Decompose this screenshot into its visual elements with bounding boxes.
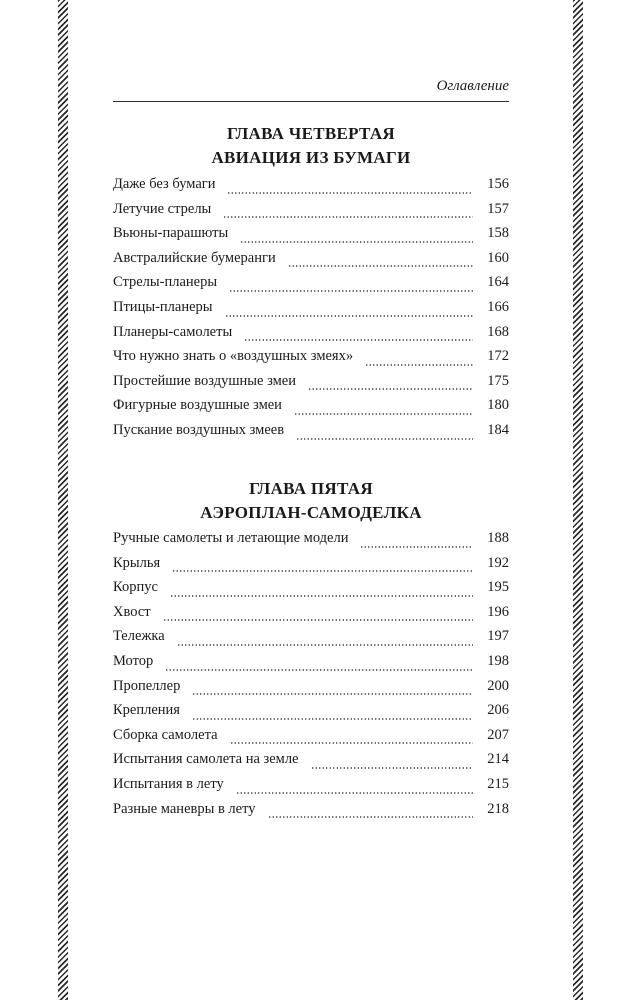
toc-entry-title: Планеры-самолеты (113, 323, 233, 340)
page-edge-right-decoration (573, 0, 583, 1000)
toc-entry-title: Пропеллер (113, 677, 181, 694)
toc-entry-title: Испытания самолета на земле (113, 751, 299, 768)
toc-entry-page: 207 (487, 726, 509, 743)
toc-entry-page: 158 (487, 225, 509, 242)
toc-entry-page: 156 (487, 176, 509, 192)
chapter-5-number: ГЛАВА ПЯТАЯ (249, 479, 373, 498)
toc-dot-leader (268, 815, 473, 819)
toc-entry-title: Тележка (113, 628, 165, 645)
toc-dot-leader (229, 289, 473, 293)
toc-entry[interactable] (113, 678, 509, 703)
toc-entry-title: Вьюны-парашюты (113, 225, 229, 242)
toc-entry-page: 172 (487, 348, 509, 365)
toc-entry[interactable] (113, 727, 509, 752)
toc-entry[interactable] (113, 555, 509, 580)
toc-entry-page: 218 (487, 800, 509, 817)
toc-entry-page: 168 (487, 323, 509, 340)
chapter-4-heading (113, 123, 509, 168)
page-edge-left-decoration (58, 0, 68, 1000)
toc-dot-leader (360, 545, 473, 549)
toc-entry-title: Ручные самолеты и летающие модели (113, 530, 349, 546)
toc-entry-title: Мотор (113, 652, 154, 669)
toc-dot-leader (225, 314, 473, 318)
toc-entry[interactable] (113, 201, 509, 226)
toc-entry[interactable] (113, 653, 509, 678)
running-head: Оглавление (436, 78, 509, 94)
toc-entry[interactable] (113, 751, 509, 776)
header-rule (113, 101, 509, 102)
toc-entry-page: 198 (487, 652, 509, 669)
toc-entry-title: Летучие стрелы (113, 200, 212, 217)
toc-entry-title: Даже без бумаги (113, 176, 216, 192)
toc-entry-title: Сборка самолета (113, 726, 218, 743)
toc-entry[interactable] (113, 422, 509, 447)
toc-entry[interactable] (113, 373, 509, 398)
chapter-4-title: АВИАЦИЯ ИЗ БУМАГИ (211, 148, 411, 167)
toc-entry-page: 195 (487, 579, 509, 596)
toc-entry-title: Крепления (113, 702, 180, 719)
toc-entry-page: 157 (487, 200, 509, 217)
toc-entry-title: Фигурные воздушные змеи (113, 397, 282, 414)
toc-dot-leader (240, 240, 473, 244)
toc-entry[interactable] (113, 176, 509, 201)
toc-dot-leader (172, 569, 473, 573)
toc-entry-page: 197 (487, 628, 509, 645)
toc-entry-page: 166 (487, 298, 509, 315)
toc-entry-title: Крылья (113, 554, 161, 571)
toc-entry-title: Хвост (113, 603, 151, 620)
toc-dot-leader (165, 668, 473, 672)
toc-dot-leader (288, 264, 473, 268)
toc-dot-leader (296, 437, 473, 441)
toc-entry-title: Пускание воздушных змеев (113, 421, 285, 438)
toc-entry[interactable] (113, 324, 509, 349)
toc-entry[interactable] (113, 776, 509, 801)
toc-dot-leader (170, 594, 473, 598)
toc-dot-leader (223, 215, 473, 219)
toc-entry-page: 192 (487, 554, 509, 571)
toc-dot-leader (192, 692, 473, 696)
toc-entry[interactable] (113, 530, 509, 555)
toc-entry-page: 180 (487, 397, 509, 414)
toc-dot-leader (236, 791, 473, 795)
toc-entry[interactable] (113, 299, 509, 324)
toc-entry-page: 214 (487, 751, 509, 768)
toc-dot-leader (163, 618, 473, 622)
toc-entry-page: 175 (487, 372, 509, 389)
toc-entry-title: Разные маневры в лету (113, 800, 256, 817)
toc-entry-title: Корпус (113, 579, 158, 596)
toc-entry-page: 206 (487, 702, 509, 719)
chapter-4-toc (113, 176, 509, 447)
toc-entry-title: Стрелы-планеры (113, 274, 218, 291)
toc-dot-leader (308, 387, 473, 391)
toc-dot-leader (227, 191, 473, 195)
toc-entry[interactable] (113, 274, 509, 299)
toc-entry-title: Простейшие воздушные змеи (113, 372, 296, 389)
toc-entry[interactable] (113, 702, 509, 727)
toc-entry[interactable] (113, 579, 509, 604)
chapter-5-toc (113, 530, 509, 825)
toc-entry-page: 196 (487, 603, 509, 620)
toc-entry-title: Птицы-планеры (113, 298, 213, 315)
toc-entry[interactable] (113, 801, 509, 826)
toc-dot-leader (311, 766, 473, 770)
toc-dot-leader (294, 412, 473, 416)
toc-entry-page: 215 (487, 775, 509, 792)
toc-entry-title: Испытания в лету (113, 775, 224, 792)
toc-entry-page: 188 (487, 530, 509, 546)
chapter-4-number: ГЛАВА ЧЕТВЕРТАЯ (227, 124, 395, 143)
toc-dot-leader (192, 717, 473, 721)
toc-entry-title: Что нужно знать о «воздушных змеях» (113, 348, 354, 365)
toc-entry[interactable] (113, 250, 509, 275)
toc-entry[interactable] (113, 225, 509, 250)
toc-dot-leader (230, 741, 473, 745)
toc-entry[interactable] (113, 348, 509, 373)
toc-entry[interactable] (113, 604, 509, 629)
toc-entry-page: 200 (487, 677, 509, 694)
toc-entry-page: 184 (487, 421, 509, 438)
toc-entry[interactable] (113, 628, 509, 653)
toc-dot-leader (365, 363, 473, 367)
toc-entry[interactable] (113, 397, 509, 422)
toc-entry-page: 160 (487, 249, 509, 266)
chapter-5-heading (113, 478, 509, 523)
toc-dot-leader (177, 643, 473, 647)
chapter-5-title: АЭРОПЛАН-САМОДЕЛКА (200, 503, 422, 522)
toc-dot-leader (244, 338, 473, 342)
toc-entry-page: 164 (487, 274, 509, 291)
toc-entry-title: Австралийские бумеранги (113, 249, 276, 266)
